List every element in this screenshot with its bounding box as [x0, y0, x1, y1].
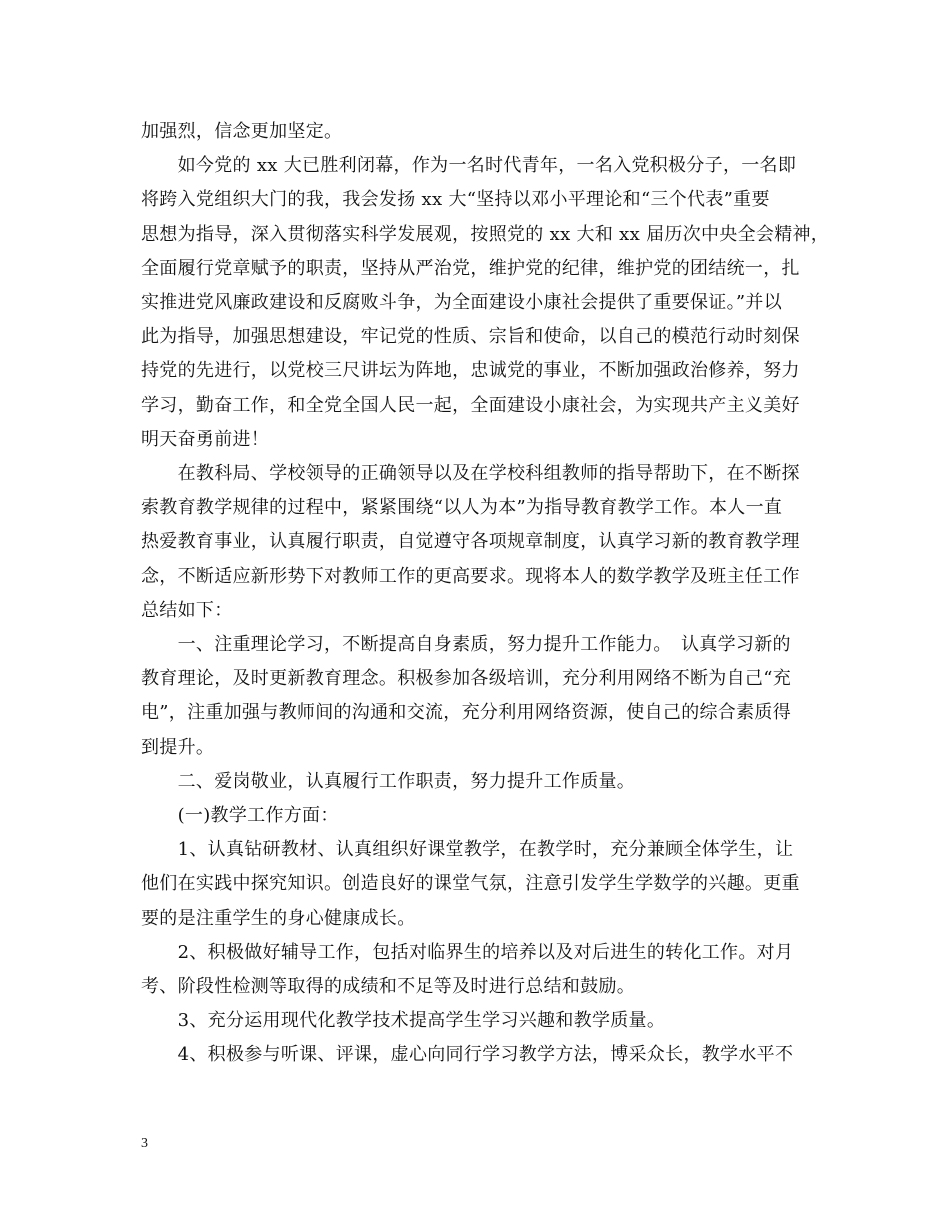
text-line: 此为指导，加强思想建设，牢记党的性质、宗旨和使命，以自己的模范行动时刻保 [141, 326, 800, 348]
text-line: 学习，勤奋工作，和全党全国人民一起，全面建设小康社会，为实现共产主义美好 [141, 394, 800, 416]
text-line: 总结如下： [141, 599, 233, 621]
text-line: 在教科局、学校领导的正确领导以及在学校科组教师的指导帮助下，在不断探 [141, 463, 800, 485]
text-line: 索教育教学规律的过程中，紧紧围绕“以人为本”为指导教育教学工作。本人一直 [141, 497, 783, 519]
text-line: 明天奋勇前进！ [141, 428, 270, 450]
text-line: 将跨入党组织大门的我，我会发扬 xx 大“坚持以邓小平理论和“三个代表”重要 [141, 189, 770, 211]
text-line: 要的是注重学生的身心健康成长。 [141, 907, 416, 929]
text-line: 2、积极做好辅导工作，包括对临界生的培养以及对后进生的转化工作。对月 [141, 941, 794, 963]
text-line: 一、注重理论学习，不断提高自身素质，努力提升工作能力。 认真学习新的 [141, 634, 791, 656]
body-text [141, 115, 830, 1073]
text-line: 1、认真钻研教材、认真组织好课堂教学，在教学时，充分兼顾全体学生，让 [141, 839, 794, 861]
text-line: 全面履行党章赋予的职责，坚持从严治党，维护党的纪律，维护党的团结统一，扎 [141, 257, 800, 279]
text-line: 教育理论，及时更新教育理念。积极参加各级培训，充分利用网络不断为自己“充 [141, 668, 791, 690]
text-line: 念，不断适应新形势下对教师工作的更高要求。现将本人的数学教学及班主任工作 [141, 565, 800, 587]
text-line: 加强烈，信念更加坚定。 [141, 121, 343, 142]
page-number: 3 [141, 1136, 148, 1151]
text-line: 4、积极参与听课、评课，虚心向同行学习教学方法，博采众长，教学水平不 [141, 1044, 794, 1066]
text-line: 考、阶段性检测等取得的成绩和不足等及时进行总结和鼓励。 [141, 976, 636, 998]
text-line: 3、充分运用现代化教学技术提高学生学习兴趣和教学质量。 [141, 1010, 666, 1032]
text-line: 他们在实践中探究知识。创造良好的课堂气氛，注意引发学生学数学的兴趣。更重 [141, 873, 800, 895]
text-line: 持党的先进行，以党校三尺讲坛为阵地，忠诚党的事业，不断加强政治修养，努力 [141, 360, 800, 382]
text-line: 电”，注重加强与教师间的沟通和交流，充分利用网络资源，使自己的综合素质得 [141, 702, 791, 724]
text-line: (一)教学工作方面： [141, 805, 339, 827]
text-line: 到提升。 [141, 736, 215, 758]
text-line: 热爱教育事业，认真履行职责，自觉遵守各项规章制度，认真学习新的教育教学理 [141, 531, 800, 553]
text-line: 实推进党风廉政建设和反腐败斗争，为全面建设小康社会提供了重要保证。”并以 [141, 292, 782, 314]
text-line: 如今党的 xx 大已胜利闭幕，作为一名时代青年，一名入党积极分子，一名即 [141, 155, 797, 177]
text-line: 二、爱岗敬业，认真履行工作职责，努力提升工作质量。 [141, 770, 636, 792]
text-line: 思想为指导，深入贯彻落实科学发展观，按照党的 xx 大和 xx 届历次中央全会精神， [141, 223, 830, 245]
